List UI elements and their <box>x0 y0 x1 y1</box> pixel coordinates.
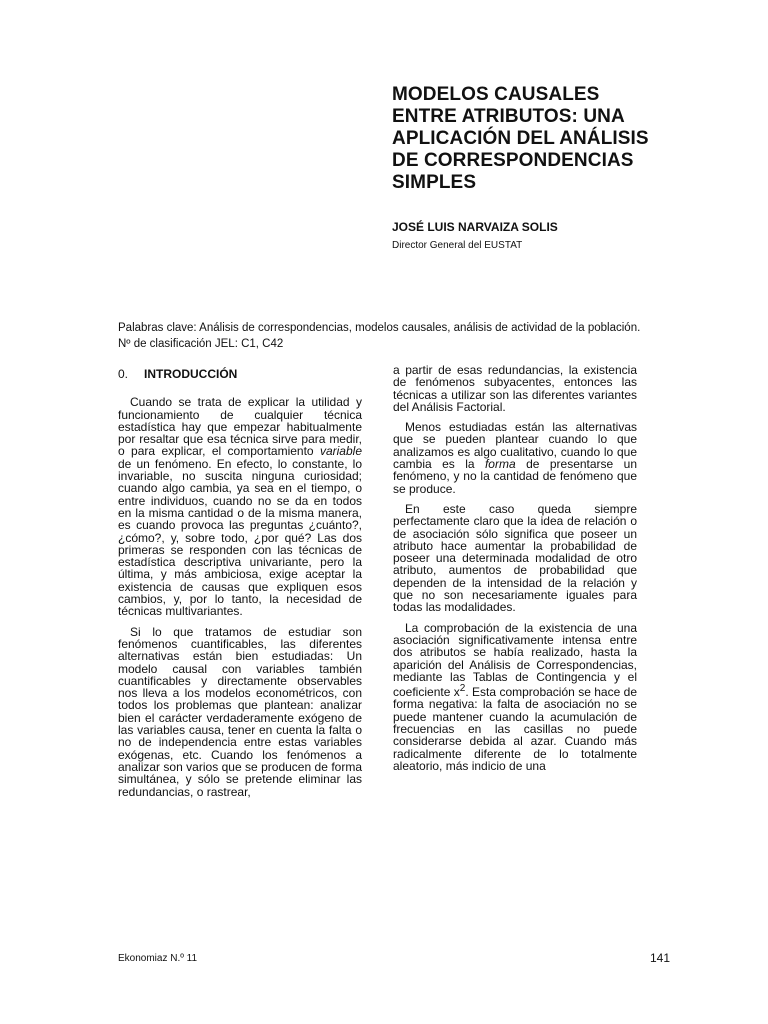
title-line: APLICACIÓN DEL ANÁLISIS <box>392 128 649 149</box>
section-title: INTRODUCCIÓN <box>144 367 238 381</box>
paragraph: En este caso queda siempre perfectamente claro que la idea de relación o de asociación sólo significa que poseer un atributo hace aumentar la probabilidad de poseer una determinada modalidad de otro atributo, aumentos de probabilidad que dependen de la intensidad de la relación y que no son necesariamente iguales para todas las modalidades. <box>393 501 637 615</box>
left-column <box>118 364 362 806</box>
section-number: 0. <box>118 367 129 381</box>
jel-classification: Nº de clasificación JEL: C1, C42 <box>118 338 284 350</box>
paragraph: Menos estudiadas están las alternativas que se pueden plantear cuando lo que analizamos es algo cualitativo, cuando lo que cambia es la forma de presentarse un fenómeno, y no la cantidad de fenómeno que se produce. <box>393 420 637 496</box>
keywords-line: Palabras clave: Análisis de correspondencias, modelos causales, análisis de actividad de la población. <box>118 322 641 334</box>
author-name: JOSÉ LUIS NARVAIZA SOLIS <box>392 220 558 234</box>
section-heading <box>118 368 362 380</box>
paragraph: Si lo que tratamos de estudiar son fenómenos cuantificables, las diferentes alternativas están bien estudiadas: Un modelo causal con variables también cuantificables y directamente observables nos lleva a los modelos econométricos, con todos los problemas que plantean: analizar bien el carácter verdaderamente exógeno de las variables causa, tener en cuenta la falta o no de independencia entre estas variables exógenas, etc. Cuando los fenómenos a analizar son varios que se producen de forma simultánea, y sólo se pretende eliminar las redundancias, o rastrear, <box>118 624 362 799</box>
title-block <box>392 84 692 194</box>
title-line: MODELOS CAUSALES <box>392 84 600 105</box>
paragraph: Cuando se trata de explicar la utilidad y funcionamiento de cualquier técnica estadística hay que empezar habitualmente por resaltar que esa técnica sirve para medir, o para explicar, el comportamiento variable de un fenómeno. En efecto, lo constante, lo invariable, no suscita ninguna curiosidad; cuando algo cambia, ya sea en el tiempo, o entre individuos, cuando no se da en todos en la misma cantidad o de la misma manera, es cuando provoca las preguntas ¿cuánto?, ¿cómo?, y, sobre todo, ¿por qué? Las dos primeras se responden con las técnicas de estadística descriptiva univariante, pero la última, y más ambiciosa, exige aceptar la existencia de causas que expliquen esos cambios, y, por lo tanto, la necesidad de técnicas multivariantes. <box>118 395 362 619</box>
page-number: 141 <box>649 951 670 965</box>
title-line: ENTRE ATRIBUTOS: UNA <box>392 106 625 127</box>
paragraph: La comprobación de la existencia de una asociación significativamente intensa entre dos atributos se había realizado, hasta la aparición del Análisis de Correspondencias, mediante las Tablas de Contingencia y el coeficiente $x^2$. Esta comprobación se hace de forma negativa: la falta de asociación no se puede mantener cuando la acumulación de frecuencias en las casillas no puede considerarse debida al azar. Cuando más radicalmente diferente de lo totalmente aleatorio, más indicio de una <box>393 620 638 773</box>
author-affiliation: Director General del EUSTAT <box>392 240 523 251</box>
right-column <box>393 364 637 780</box>
title-line: SIMPLES <box>392 172 477 193</box>
superscript: 2 <box>459 683 466 695</box>
emphasis: forma <box>484 457 516 472</box>
paragraph: a partir de esas redundancias, la existencia de fenómenos subyacentes, entonces las técnicas a utilizar son las diferentes variantes del Análisis Factorial. <box>393 363 637 414</box>
keywords-block <box>118 320 678 352</box>
title-line: DE CORRESPONDENCIAS <box>392 150 634 171</box>
emphasis: variable <box>319 444 362 459</box>
article-title <box>392 84 692 194</box>
footer-journal: Ekonomiaz N.º 11 <box>118 953 198 964</box>
